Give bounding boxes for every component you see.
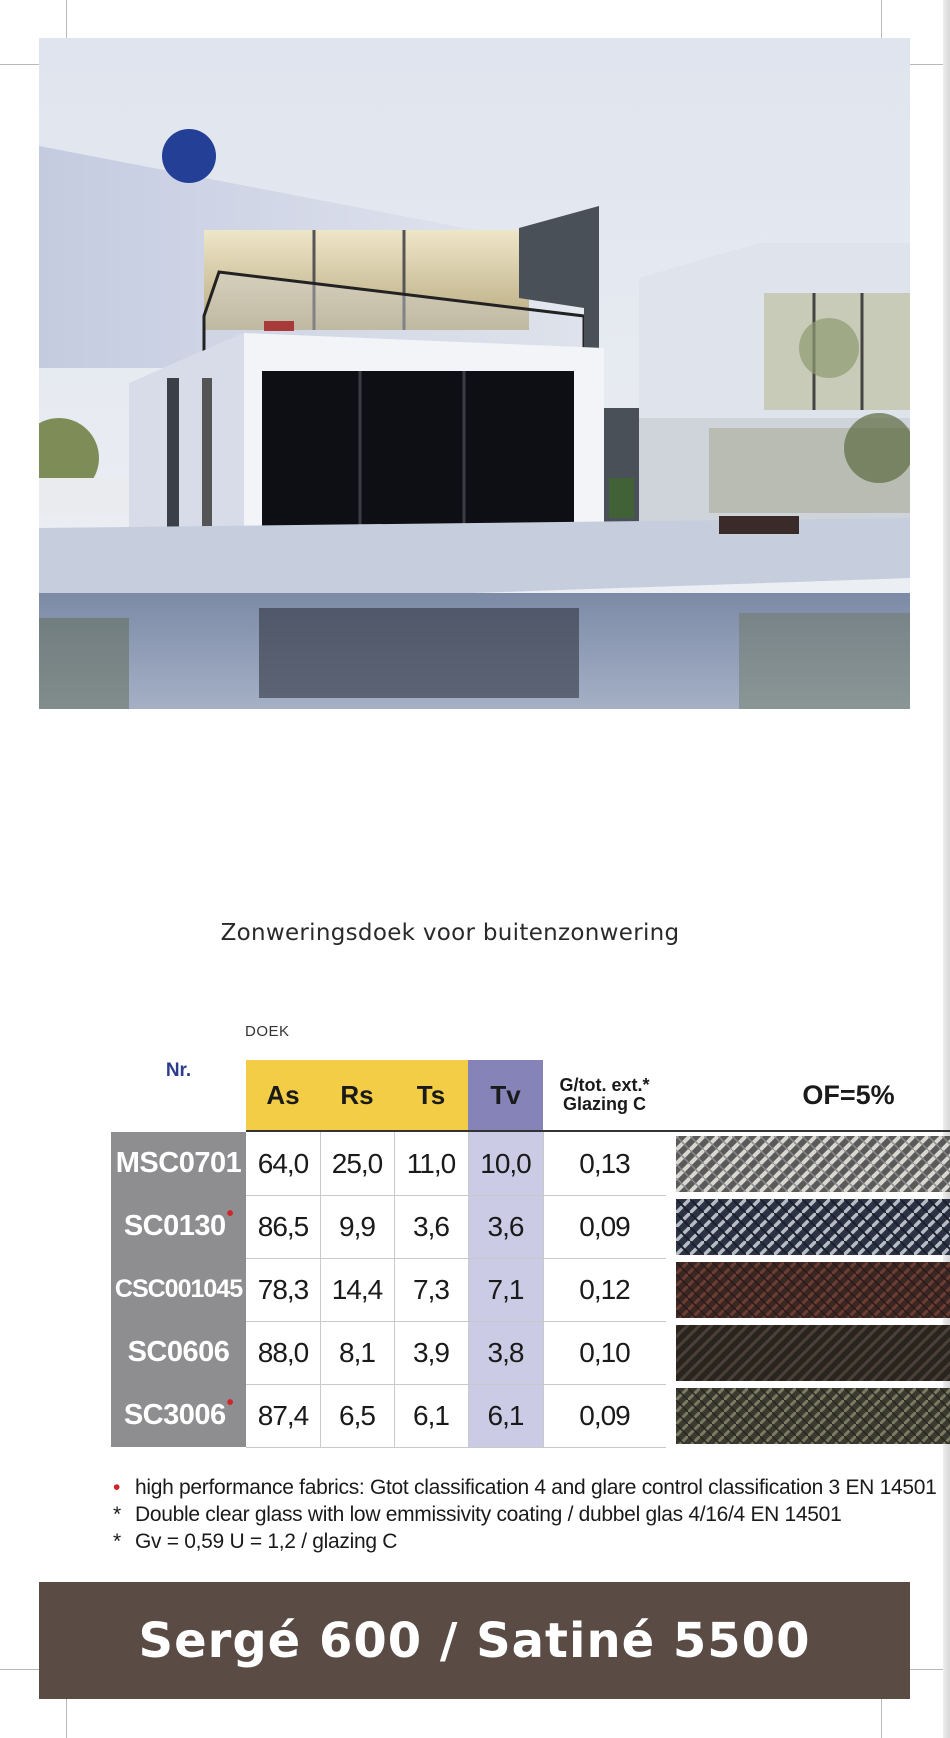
header-gtot-line2: Glazing C [562,1094,646,1114]
footer-band [39,1582,910,1699]
header-as: As [246,1060,320,1130]
grid-line [394,1132,395,1447]
fabric-code: SC0130 • [111,1195,246,1258]
table-label: DOEK [245,1023,290,1040]
cell-as: 86,5 [257,1210,309,1242]
header-openness: OF=5% [802,1079,895,1110]
cell-ts: 3,6 [413,1210,449,1242]
cell-gtot: 0,09 [579,1399,630,1431]
cell-as: 88,0 [257,1336,309,1368]
grid-line [543,1132,544,1447]
accent-dot [162,129,216,183]
cell-rs: 14,4 [331,1273,383,1305]
fabric-code: SC0606 [111,1321,246,1384]
cell-gtot: 0,12 [579,1273,630,1305]
footnote: * Double clear glass with low emmissivity coating / dubbel glas 4/16/4 EN 14501 [113,1503,842,1526]
footnotes [113,1474,936,1555]
fabric-code: CSC001045 [111,1258,246,1321]
header-nr: Nr. [165,1060,192,1081]
cell-rs: 9,9 [339,1210,375,1242]
grid-line [246,1321,666,1322]
modern-house-illustration [39,38,910,709]
grid-line [246,1384,666,1385]
performance-marker: • [226,1203,234,1225]
fabric-swatch [676,1199,950,1255]
product-title: Sergé 600 / Satiné 5500 [138,1612,811,1669]
header-tv: Tv [468,1060,543,1130]
cell-ts: 6,1 [413,1399,449,1431]
cell-tv: 7,1 [468,1258,543,1321]
cell-tv: 3,8 [468,1321,543,1384]
cell-tv: 10,0 [468,1132,543,1195]
cell-rs: 6,5 [339,1399,375,1431]
page-edge [943,0,950,1738]
header-gtot [543,1060,666,1130]
grid-line [246,1258,666,1259]
cell-tv: 6,1 [468,1384,543,1447]
grid-line [246,1195,666,1196]
fabric-swatch [676,1262,950,1318]
cell-ts: 11,0 [406,1147,456,1179]
footnote: * Gv = 0,59 U = 1,2 / glazing C [113,1530,398,1553]
header-gtot-line1: G/tot. ext.* [559,1075,650,1095]
fabric-code: SC3006 • [111,1384,246,1447]
grid-line [246,1447,666,1448]
cell-rs: 25,0 [331,1147,383,1179]
cell-gtot: 0,10 [579,1336,630,1368]
cell-gtot: 0,13 [579,1147,630,1179]
cell-as: 64,0 [257,1147,309,1179]
cell-ts: 3,9 [413,1336,449,1368]
fabric-swatch [676,1325,950,1381]
header-ts: Ts [394,1060,468,1130]
grid-line [468,1132,469,1447]
cell-as: 87,4 [257,1399,309,1431]
fabric-swatch [676,1136,950,1192]
fabric-swatch [676,1388,950,1444]
performance-marker: • [226,1392,234,1414]
grid-line [320,1132,321,1447]
cell-ts: 7,3 [413,1273,449,1305]
cell-as: 78,3 [257,1273,309,1305]
cell-tv: 3,6 [468,1195,543,1258]
document-subtitle: Zonweringsdoek voor buitenzonwering [220,920,680,946]
footnote: • high performance fabrics: Gtot classification 4 and glare control classification 3 EN 14501 [113,1476,937,1499]
cell-rs: 8,1 [339,1336,375,1368]
fabric-code: MSC0701 [111,1132,246,1195]
header-rs: Rs [320,1060,394,1130]
cell-gtot: 0,09 [579,1210,630,1242]
hero-image [39,38,910,709]
